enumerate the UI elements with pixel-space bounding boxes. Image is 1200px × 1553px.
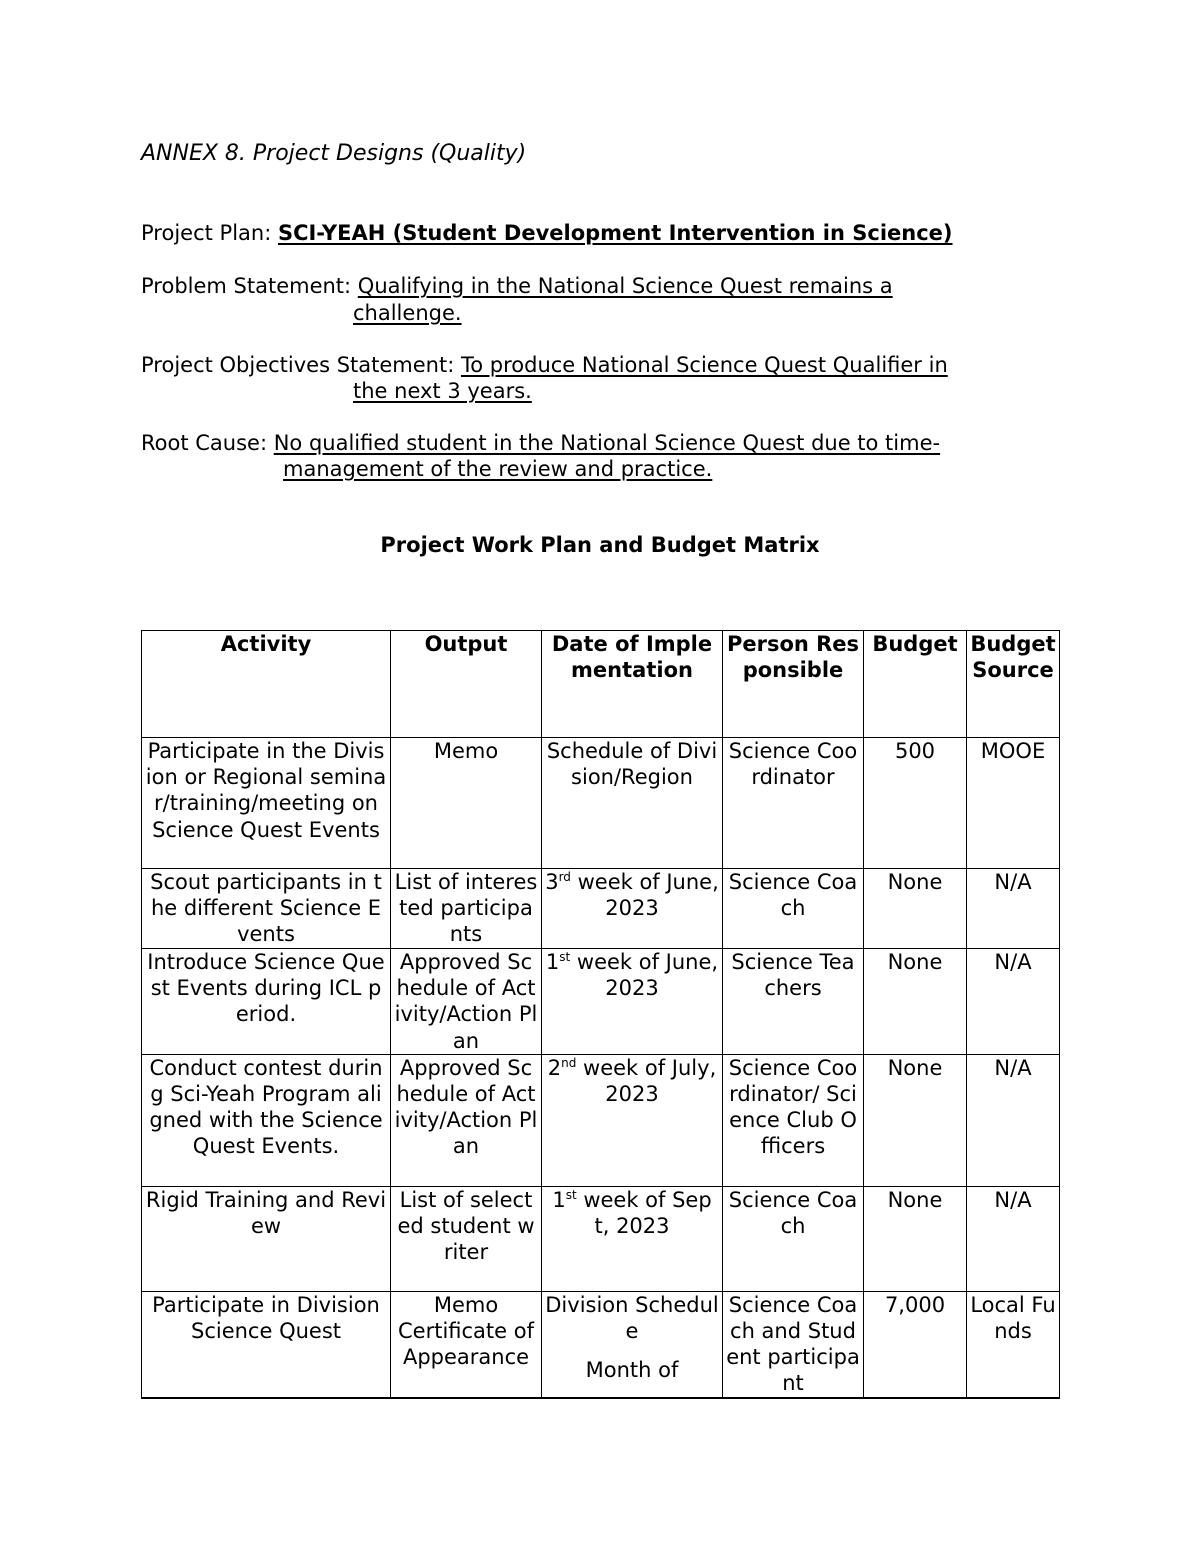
problem-statement-line2: challenge. <box>353 301 462 325</box>
cell-output: Approved Schedule of Activity/Action Plan <box>391 1054 542 1186</box>
table-row <box>142 869 1060 949</box>
project-plan-label: Project Plan: <box>141 221 278 245</box>
cell-output: List of selected student writer <box>391 1186 542 1291</box>
cell-budget: 500 <box>864 738 967 869</box>
date-text: week of June, 2023 <box>570 870 719 921</box>
table-row <box>142 1291 1060 1397</box>
cell-activity: Participate in the Division or Regional seminar/training/meeting on Science Quest Events <box>142 738 391 869</box>
date-text: week of Sept, 2023 <box>576 1187 712 1239</box>
root-cause-label: Root Cause: <box>141 431 274 455</box>
cell-source: Local Funds <box>967 1291 1060 1397</box>
cell-output: Memo <box>391 738 542 869</box>
header-person: Person Responsible <box>723 631 864 738</box>
table-row <box>142 1186 1060 1291</box>
date-ordinal: 3 <box>545 870 559 894</box>
problem-statement <box>141 274 893 298</box>
root-cause <box>141 431 940 455</box>
cell-date <box>542 1054 723 1186</box>
cell-person: Science Coach and Student participant <box>723 1291 864 1397</box>
budget-matrix-table <box>141 630 1060 1399</box>
date-ordinal-suffix: st <box>559 950 571 964</box>
output-line1: Memo <box>433 1292 499 1317</box>
cell-person: Science Coordinator <box>723 738 864 869</box>
output-line2: Certificate of Appearance <box>398 1319 534 1370</box>
cell-activity: Scout participants in the different Science Events <box>142 869 391 949</box>
date-text: week of July, 2023 <box>576 1055 717 1107</box>
table-header-row <box>142 631 1060 738</box>
cell-date: Schedule of Division/Region <box>542 738 723 869</box>
cell-output <box>391 1291 542 1397</box>
matrix-title: Project Work Plan and Budget Matrix <box>380 533 820 557</box>
date-ordinal-suffix: rd <box>558 870 571 884</box>
cell-activity: Participate in Division Science Quest <box>142 1291 391 1397</box>
cell-date <box>542 1291 723 1397</box>
cell-person: Science Coach <box>723 1186 864 1291</box>
cell-output: List of interested participants <box>391 869 542 949</box>
objectives-statement-line1: To produce National Science Quest Qualifier in <box>460 353 948 377</box>
header-activity: Activity <box>142 631 391 738</box>
date-text: week of June, 2023 <box>570 950 719 1001</box>
cell-budget: None <box>864 869 967 949</box>
problem-statement-line1: Qualifying in the National Science Quest remains a <box>357 274 893 298</box>
cell-output: Approved Schedule of Activity/Action Plan <box>391 949 542 1055</box>
cell-activity: Rigid Training and Review <box>142 1186 391 1291</box>
objectives-statement-label: Project Objectives Statement: <box>141 353 461 377</box>
table-row <box>142 738 1060 869</box>
table-row <box>142 949 1060 1055</box>
cell-budget: None <box>864 949 967 1055</box>
cell-activity: Conduct contest during Sci-Yeah Program aligned with the Science Quest Events. <box>142 1054 391 1186</box>
date-ordinal-suffix: nd <box>561 1055 577 1070</box>
header-source: Budget Source <box>967 631 1060 738</box>
cell-person: Science Coach <box>723 869 864 949</box>
cell-person: Science Teachers <box>723 949 864 1055</box>
header-date: Date of Implementation <box>542 631 723 738</box>
cell-source: N/A <box>967 949 1060 1055</box>
cell-date <box>542 869 723 949</box>
cell-person: Science Coordinator/ Science Club Officers <box>723 1054 864 1186</box>
date-ordinal: 2 <box>547 1055 562 1080</box>
cell-activity: Introduce Science Quest Events during ICL period. <box>142 949 391 1055</box>
cell-budget: None <box>864 1054 967 1186</box>
cell-date <box>542 1186 723 1291</box>
date-line2: Month of <box>585 1358 679 1383</box>
cell-source: N/A <box>967 1186 1060 1291</box>
cell-source: N/A <box>967 869 1060 949</box>
project-plan <box>141 221 953 245</box>
project-plan-value: SCI-YEAH (Student Development Intervention in Science) <box>277 221 953 245</box>
cell-source: N/A <box>967 1054 1060 1186</box>
objectives-statement-line2: the next 3 years. <box>353 379 532 403</box>
problem-statement-label: Problem Statement: <box>141 274 358 298</box>
date-ordinal: 1 <box>552 1187 566 1212</box>
cell-budget: None <box>864 1186 967 1291</box>
root-cause-line2: management of the review and practice. <box>283 457 713 481</box>
table-row <box>142 1054 1060 1186</box>
header-budget: Budget <box>864 631 967 738</box>
header-output: Output <box>391 631 542 738</box>
cell-budget: 7,000 <box>864 1291 967 1397</box>
annex-title: ANNEX 8. Project Designs (Quality) <box>141 141 527 166</box>
objectives-statement <box>141 353 948 377</box>
root-cause-line1: No qualified student in the National Science Quest due to time- <box>273 431 941 455</box>
cell-date <box>542 949 723 1055</box>
cell-source: MOOE <box>967 738 1060 869</box>
date-line1: Division Schedule <box>545 1292 719 1344</box>
date-ordinal-suffix: st <box>565 1187 577 1202</box>
date-ordinal: 1 <box>545 950 560 974</box>
